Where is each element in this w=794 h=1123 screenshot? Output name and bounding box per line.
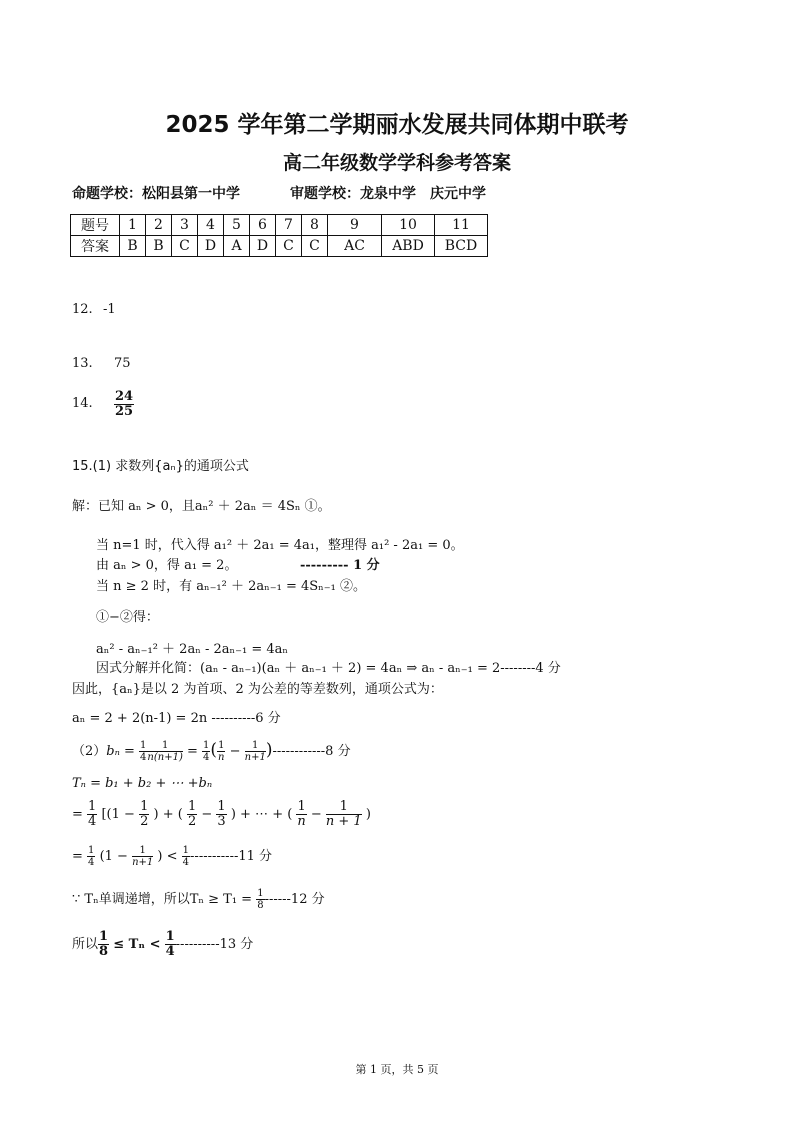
score-13: ----------13 分 bbox=[175, 937, 254, 952]
numerator: 1 bbox=[187, 799, 197, 814]
numerator: 24 bbox=[115, 389, 134, 404]
minus: − bbox=[229, 744, 241, 759]
row-label-answer: 答案 bbox=[71, 236, 120, 257]
fraction bbox=[256, 888, 264, 911]
expr: ) < bbox=[157, 849, 178, 864]
table-cell: 5 bbox=[224, 215, 250, 236]
numerator: 1 bbox=[140, 799, 149, 814]
numerator: 1 bbox=[182, 845, 190, 856]
q15-line4: 当 n ≥ 2 时，有 aₙ₋₁² ＋ 2aₙ₋₁ = 4Sₙ₋₁ ②。 bbox=[96, 579, 367, 594]
q14-number: 14. bbox=[72, 396, 93, 411]
denominator: 3 bbox=[217, 814, 226, 829]
table-cell: D bbox=[250, 236, 276, 257]
score-11: -----------11 分 bbox=[190, 849, 273, 864]
q12-number: 12. bbox=[72, 302, 93, 317]
table-cell: ABD bbox=[382, 236, 435, 257]
numerator: 1 bbox=[245, 740, 266, 752]
fraction bbox=[165, 930, 176, 959]
equals: = bbox=[72, 849, 83, 864]
q15-result-line bbox=[72, 845, 272, 868]
table-cell: 1 bbox=[120, 215, 146, 236]
denominator: n bbox=[297, 814, 306, 829]
q15-line8: 因此，{aₙ}是以 2 为首项、2 为公差的等差数列，通项公式为： bbox=[72, 682, 443, 697]
table-cell: B bbox=[120, 236, 146, 257]
answer-table bbox=[70, 214, 488, 257]
fraction bbox=[326, 800, 362, 829]
denominator: 4 bbox=[165, 944, 175, 959]
score-12: ------12 分 bbox=[264, 892, 325, 907]
q15-part2-bn: （2）bₙ = $\frac{1}{4}$ $\frac{1}{n(n+1)}$ = $\frac{1}{4}$ ( $\frac{1}{n}$ − $\frac{1}{n+1}$ )------------8 分 bbox=[72, 740, 351, 763]
school-info bbox=[72, 183, 486, 203]
table-cell: C bbox=[172, 236, 198, 257]
denominator: 25 bbox=[115, 404, 134, 419]
table-cell: 10 bbox=[382, 215, 435, 236]
equals: = bbox=[187, 744, 198, 759]
table-cell: C bbox=[302, 236, 328, 257]
fraction bbox=[245, 740, 266, 763]
expr: 所以 bbox=[72, 937, 99, 952]
table-cell: B bbox=[146, 236, 172, 257]
q14-answer bbox=[114, 390, 134, 419]
table-cell: A bbox=[224, 236, 250, 257]
numerator: 1 bbox=[326, 800, 362, 815]
numerator: 1 bbox=[165, 929, 175, 944]
fraction bbox=[187, 800, 197, 829]
table-cell: 2 bbox=[146, 215, 172, 236]
numerator: 1 bbox=[217, 799, 226, 814]
q12-answer: -1 bbox=[103, 302, 116, 317]
fraction bbox=[87, 845, 95, 868]
table-row-answers bbox=[71, 236, 488, 257]
denominator: 2 bbox=[187, 814, 197, 829]
expr: ) + ( bbox=[153, 807, 183, 822]
fraction bbox=[139, 740, 147, 763]
expr: ≤ Tₙ < bbox=[113, 937, 161, 952]
table-cell: 4 bbox=[198, 215, 224, 236]
expr: − bbox=[201, 807, 213, 822]
denominator: n bbox=[218, 752, 225, 763]
q15-line9: aₙ = 2 + 2(n-1) = 2n ----------6 分 bbox=[72, 711, 281, 726]
row-label-question: 题号 bbox=[71, 215, 120, 236]
denominator: n(n+1) bbox=[147, 752, 183, 763]
table-cell: 6 bbox=[250, 215, 276, 236]
fraction bbox=[296, 800, 306, 829]
denominator: 8 bbox=[99, 944, 109, 959]
numerator: 1 bbox=[218, 740, 225, 751]
score-8: ------------8 分 bbox=[272, 744, 351, 759]
fraction bbox=[114, 390, 134, 419]
q13-answer: 75 bbox=[114, 356, 131, 371]
fraction bbox=[132, 845, 153, 868]
q15-line2: 当 n=1 时，代入得 a₁² ＋ 2a₁ = 4a₁，整理得 a₁² - 2a₁ = 0。 bbox=[96, 538, 464, 553]
table-cell: BCD bbox=[435, 236, 488, 257]
reviewer-school: 审题学校：龙泉中学 庆元中学 bbox=[290, 186, 486, 202]
numerator: 1 bbox=[297, 799, 306, 814]
table-cell: 11 bbox=[435, 215, 488, 236]
denominator: 8 bbox=[257, 900, 264, 911]
q15-line3: 由 aₙ > 0，得 a₁ = 2。 bbox=[96, 558, 238, 573]
table-cell: D bbox=[198, 236, 224, 257]
expr: − bbox=[310, 807, 322, 822]
q15-tn-line: Tₙ = b₁ + b₂ + ⋯ +bₙ bbox=[72, 776, 213, 791]
table-cell: C bbox=[276, 236, 302, 257]
denominator: 2 bbox=[140, 814, 149, 829]
denominator: 4 bbox=[88, 814, 97, 829]
numerator: 1 bbox=[88, 845, 95, 856]
fraction bbox=[87, 800, 97, 829]
expr: ) bbox=[365, 807, 371, 822]
bn-label: bₙ = bbox=[106, 744, 135, 759]
denominator: 4 bbox=[88, 857, 95, 868]
q15-line5: ①−②得： bbox=[96, 610, 159, 625]
numerator: 1 bbox=[203, 740, 210, 751]
table-cell: 8 bbox=[302, 215, 328, 236]
denominator: 4 bbox=[140, 752, 147, 763]
denominator: n+1 bbox=[132, 857, 154, 868]
page-subtitle: 高二年级数学学科参考答案 bbox=[282, 152, 511, 174]
q15-final-line bbox=[72, 930, 253, 959]
fraction bbox=[139, 800, 149, 829]
expr: [(1 − bbox=[101, 807, 135, 822]
part-label: （2） bbox=[72, 744, 107, 759]
q15-line1: 解：已知 aₙ > 0，且aₙ² ＋ 2aₙ ＝ 4Sₙ ①。 bbox=[72, 499, 331, 514]
denominator: n + 1 bbox=[325, 814, 362, 829]
q15-heading: 15.(1) 求数列{aₙ}的通项公式 bbox=[72, 459, 249, 474]
fraction bbox=[98, 930, 109, 959]
numerator: 1 bbox=[140, 740, 147, 751]
table-row-questions bbox=[71, 215, 488, 236]
fraction bbox=[147, 740, 182, 763]
q15-sum-line bbox=[72, 800, 371, 829]
numerator: 1 bbox=[99, 929, 109, 944]
q15-monotone-line bbox=[72, 888, 325, 911]
table-cell: AC bbox=[328, 236, 382, 257]
numerator: 1 bbox=[88, 799, 97, 814]
expr: ∵ Tₙ单调递增，所以Tₙ ≥ T₁ = bbox=[72, 892, 253, 907]
expr: ) + ⋯ + ( bbox=[230, 807, 293, 822]
denominator: 4 bbox=[182, 857, 190, 868]
table-cell: 9 bbox=[328, 215, 382, 236]
fraction bbox=[217, 740, 225, 763]
expr: (1 − bbox=[99, 849, 128, 864]
numerator: 1 bbox=[132, 845, 153, 857]
numerator: 1 bbox=[147, 740, 182, 752]
q15-line6: aₙ² - aₙ₋₁² ＋ 2aₙ - 2aₙ₋₁ = 4aₙ bbox=[96, 642, 288, 657]
table-cell: 7 bbox=[276, 215, 302, 236]
equals: = bbox=[72, 807, 83, 822]
q13-number: 13. bbox=[72, 356, 93, 371]
table-cell: 3 bbox=[172, 215, 198, 236]
denominator: 4 bbox=[203, 752, 210, 763]
denominator: n+1 bbox=[244, 752, 266, 763]
fraction bbox=[182, 845, 190, 868]
page-footer: 第 1 页，共 5 页 bbox=[355, 1063, 439, 1076]
page-title: 2025 学年第二学期丽水发展共同体期中联考 bbox=[165, 112, 629, 138]
numerator: 1 bbox=[257, 888, 264, 899]
q15-score-1: --------- 1 分 bbox=[300, 558, 380, 573]
fraction bbox=[216, 800, 226, 829]
q15-line7: 因式分解并化简：(aₙ - aₙ₋₁)(aₙ ＋ aₙ₋₁ ＋ 2) = 4aₙ ⇒ aₙ - aₙ₋₁ = 2--------4 分 bbox=[96, 661, 561, 676]
setter-school: 命题学校：松阳县第一中学 bbox=[72, 186, 240, 202]
